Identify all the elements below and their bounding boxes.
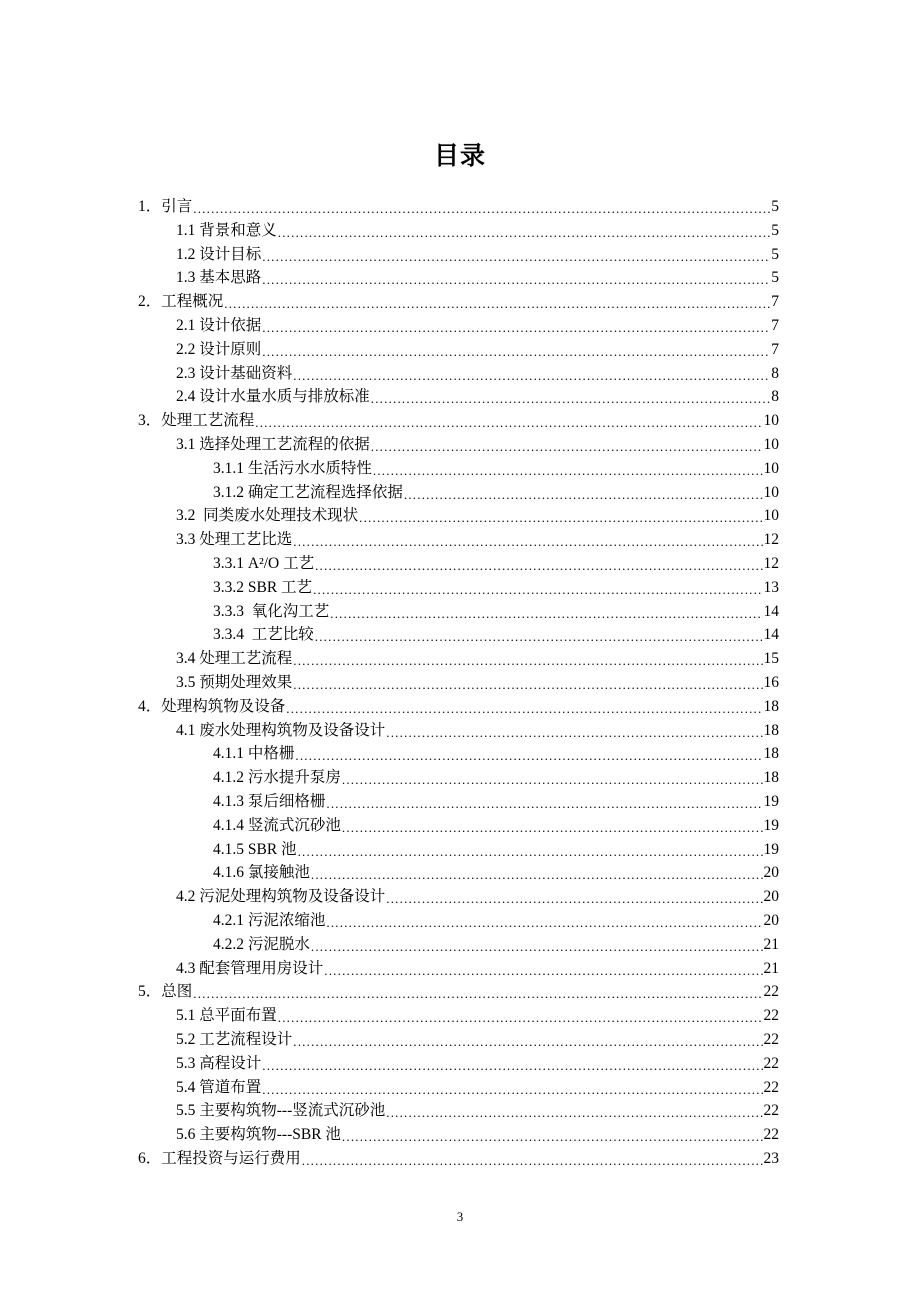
toc-entry[interactable] — [176, 241, 779, 265]
dot-leader — [342, 819, 763, 836]
toc-entry-title: 主要构筑物---SBR 池 — [199, 1126, 341, 1144]
dot-leader — [293, 676, 762, 693]
dot-leader — [293, 533, 762, 550]
toc-entry-title: 引言 — [161, 198, 193, 215]
toc-entry-number: 1.3 — [176, 269, 200, 287]
toc-entry-number: 3.3.1 — [213, 555, 248, 572]
toc-entry-title: SBR 工艺 — [247, 578, 313, 596]
toc-entry-number: 4.1.5 — [213, 840, 248, 858]
toc-entry[interactable] — [176, 717, 779, 741]
toc-entry-title: 总图 — [161, 983, 193, 1001]
toc-entry-number: 3.2 — [176, 507, 204, 525]
toc-entry[interactable] — [213, 574, 779, 598]
toc-entry-number: 2.4 — [176, 388, 200, 406]
toc-entry-number: 2.1 — [176, 317, 200, 334]
toc-entry-page: 18 — [763, 697, 779, 715]
toc-entry[interactable] — [176, 669, 779, 693]
toc-entry-page: 22 — [763, 1054, 779, 1072]
toc-entry-page: 18 — [763, 721, 779, 739]
toc-entry-page: 23 — [763, 1150, 779, 1167]
toc-entry-number: 1． — [138, 198, 162, 215]
toc-entry-title: 竖流式沉砂池 — [247, 816, 341, 834]
toc-entry-page: 14 — [763, 626, 779, 644]
toc-entry-title: 处理构筑物及设备 — [161, 697, 286, 715]
toc-entry-title: 背景和意义 — [199, 221, 277, 239]
toc-entry-title: 氯接触池 — [247, 864, 310, 882]
toc-entry-number: 4.1 — [176, 721, 200, 739]
toc-entry-title: 污泥脱水 — [247, 935, 310, 953]
toc-entry-title: 设计水量水质与排放标准 — [199, 388, 370, 406]
toc-entry-page: 13 — [763, 578, 779, 596]
toc-entry-number: 2． — [138, 293, 162, 311]
toc-entry[interactable] — [176, 1121, 779, 1145]
toc-entry-page: 7 — [771, 340, 779, 358]
dot-leader — [342, 771, 763, 788]
toc-entry-page: 12 — [763, 555, 779, 572]
toc-entry[interactable] — [176, 336, 779, 360]
toc-entry-number: 4.1.1 — [213, 745, 248, 763]
toc-entry[interactable] — [138, 407, 779, 431]
dot-leader — [311, 866, 763, 883]
toc-entry-title: A²/O 工艺 — [247, 555, 315, 572]
dot-leader — [315, 557, 762, 574]
toc-entry-page: 21 — [763, 935, 779, 953]
dot-leader — [326, 914, 762, 931]
dot-leader — [295, 747, 762, 764]
toc-entry-number: 3.3 — [176, 531, 200, 549]
toc-entry-page: 22 — [763, 983, 779, 1001]
toc-entry-number: 2.2 — [176, 340, 200, 358]
toc-entry-title: 中格栅 — [247, 745, 295, 763]
dot-leader — [262, 1081, 762, 1098]
toc-entry-number: 5.4 — [176, 1078, 200, 1096]
dot-leader — [293, 1033, 762, 1050]
toc-entry-number: 5.1 — [176, 1007, 200, 1025]
toc-entry[interactable] — [138, 978, 779, 1002]
toc-entry[interactable] — [213, 931, 779, 955]
toc-entry-number: 1.1 — [176, 221, 200, 239]
toc-entry-page: 5 — [771, 198, 779, 215]
toc-entry[interactable] — [176, 645, 779, 669]
toc-entry-number: 2.3 — [176, 364, 200, 382]
toc-entry[interactable] — [213, 836, 779, 860]
toc-entry-title: 配套管理用房设计 — [199, 959, 324, 977]
toc-entry-page: 10 — [763, 483, 779, 501]
toc-entry-number: 5.6 — [176, 1126, 200, 1144]
toc-entry-page: 10 — [763, 436, 779, 453]
dot-leader — [293, 652, 762, 669]
dot-leader — [255, 414, 762, 431]
toc-entry-number: 3.1.2 — [213, 483, 248, 501]
toc-entry-page: 10 — [763, 459, 779, 477]
toc-entry-number: 3． — [138, 412, 162, 430]
toc-entry-number: 4． — [138, 697, 162, 715]
dot-leader — [330, 605, 762, 622]
dot-leader — [315, 628, 763, 645]
dot-leader — [193, 985, 762, 1002]
toc-entry[interactable] — [176, 883, 779, 907]
toc-entry-page: 8 — [771, 388, 779, 406]
dot-leader — [262, 343, 770, 360]
toc-entry-title: 氧化沟工艺 — [251, 602, 330, 620]
toc-entry[interactable] — [213, 859, 779, 883]
dot-leader — [293, 367, 770, 384]
toc-entry-page: 15 — [763, 650, 779, 668]
toc-entry-page: 5 — [771, 269, 779, 287]
toc-entry[interactable] — [138, 1145, 779, 1169]
toc-entry[interactable] — [176, 217, 779, 241]
toc-entry-page: 7 — [771, 317, 779, 334]
toc-entry[interactable] — [138, 193, 779, 217]
toc-entry-number: 3.3.2 — [213, 578, 248, 596]
toc-entry[interactable] — [138, 693, 779, 717]
dot-leader — [404, 486, 763, 503]
toc-entry-page: 10 — [763, 412, 779, 430]
dot-leader — [224, 295, 770, 312]
dot-leader — [371, 438, 763, 455]
toc-entry[interactable] — [213, 788, 779, 812]
toc-entry[interactable] — [213, 550, 779, 574]
toc-entry[interactable] — [176, 955, 779, 979]
dot-leader — [193, 200, 770, 217]
dot-leader — [313, 581, 762, 598]
toc-entry-title: 污泥处理构筑物及设备设计 — [199, 888, 386, 906]
toc-entry-title: 同类废水处理技术现状 — [203, 507, 359, 525]
dot-leader — [262, 248, 770, 265]
toc-entry-number: 4.1.4 — [213, 816, 248, 834]
toc-entry[interactable] — [176, 360, 779, 384]
dot-leader — [262, 1057, 762, 1074]
toc-entry[interactable] — [213, 621, 779, 645]
toc-entry[interactable] — [213, 812, 779, 836]
toc-entry-number: 4.2.1 — [213, 912, 248, 929]
toc-entry[interactable] — [176, 431, 779, 455]
toc-entry-title: 泵后细格栅 — [247, 793, 326, 810]
toc-entry-number: 4.1.6 — [213, 864, 248, 882]
toc-entry[interactable] — [176, 1026, 779, 1050]
dot-leader — [286, 700, 762, 717]
dot-leader — [386, 890, 762, 907]
toc-entry[interactable] — [213, 479, 779, 503]
toc-entry-page: 12 — [763, 531, 779, 549]
toc-entry-title: 主要构筑物---竖流式沉砂池 — [199, 1102, 386, 1120]
toc-entry-page: 10 — [763, 507, 779, 525]
toc-entry-title: 高程设计 — [199, 1054, 262, 1072]
dot-leader — [386, 1104, 762, 1121]
toc-entry-title: 生活污水水质特性 — [247, 459, 372, 477]
dot-leader — [262, 271, 770, 288]
toc-entry-title: 工艺比较 — [251, 626, 314, 644]
toc-entry-title: 选择处理工艺流程的依据 — [199, 436, 370, 453]
toc-entry-title: 确定工艺流程选择依据 — [247, 483, 403, 501]
toc-entry-page: 20 — [763, 912, 779, 929]
toc-entry-number: 3.5 — [176, 674, 200, 691]
toc-entry-title: 废水处理构筑物及设备设计 — [199, 721, 386, 739]
toc-entry-page: 22 — [763, 1031, 779, 1048]
toc-entry-page: 21 — [763, 959, 779, 977]
toc-entry-page: 22 — [763, 1126, 779, 1144]
toc-entry[interactable] — [213, 907, 779, 931]
toc-entry[interactable] — [176, 312, 779, 336]
toc-entry-number: 4.2 — [176, 888, 200, 906]
toc-entry-page: 20 — [763, 888, 779, 906]
toc-entry[interactable] — [138, 288, 779, 312]
toc-entry[interactable] — [213, 764, 779, 788]
toc-entry-number: 4.3 — [176, 959, 200, 977]
toc-entry-number: 3.1.1 — [213, 459, 248, 477]
toc-entry-page: 5 — [771, 221, 779, 239]
dot-leader — [302, 1152, 763, 1169]
toc-entry[interactable] — [176, 1074, 779, 1098]
toc-entry-number: 4.1.2 — [213, 769, 248, 787]
toc-entry-number: 5.5 — [176, 1102, 200, 1120]
page-number: 3 — [456, 1209, 464, 1224]
toc-entry-page: 7 — [771, 293, 779, 311]
toc-entry-page: 5 — [771, 245, 779, 263]
toc-entry-page: 22 — [763, 1102, 779, 1120]
toc-entry-page: 16 — [763, 674, 779, 691]
dot-leader — [324, 962, 762, 979]
toc-entry-title: 工程投资与运行费用 — [161, 1150, 301, 1167]
toc-entry-number: 3.3.4 — [213, 626, 252, 644]
toc-entry-page: 19 — [763, 816, 779, 834]
toc-entry-number: 5.3 — [176, 1054, 200, 1072]
dot-leader — [342, 1128, 763, 1145]
toc-entry-page: 19 — [763, 840, 779, 858]
toc-entry-number: 3.3.3 — [213, 602, 252, 620]
toc-entry-number: 6． — [138, 1150, 162, 1167]
toc-entry[interactable] — [176, 264, 779, 288]
toc-entry-title: 设计目标 — [199, 245, 262, 263]
dot-leader — [373, 462, 763, 479]
toc-entry-page: 8 — [771, 364, 779, 382]
dot-leader — [278, 1009, 763, 1026]
toc-entry-title: 基本思路 — [199, 269, 262, 287]
dot-leader — [311, 938, 763, 955]
toc-entry-number: 3.1 — [176, 436, 200, 453]
dot-leader — [298, 843, 763, 860]
toc-entry-title: 设计依据 — [199, 317, 262, 334]
page-title: 目录 — [433, 141, 486, 170]
toc-entry[interactable] — [213, 455, 779, 479]
toc-entry[interactable] — [176, 1002, 779, 1026]
toc-entry-number: 4.1.3 — [213, 793, 248, 810]
toc-entry-number: 4.2.2 — [213, 935, 248, 953]
toc-entry[interactable] — [176, 526, 779, 550]
toc-entry[interactable] — [213, 740, 779, 764]
toc-entry[interactable] — [213, 598, 779, 622]
toc-entry-page: 22 — [763, 1078, 779, 1096]
toc-entry-title: 工艺流程设计 — [199, 1031, 293, 1048]
toc-entry-page: 22 — [763, 1007, 779, 1025]
toc-entry-number: 1.2 — [176, 245, 200, 263]
toc-entry[interactable] — [176, 1050, 779, 1074]
dot-leader — [262, 319, 770, 336]
toc-entry[interactable] — [176, 1097, 779, 1121]
toc-entry-number: 5． — [138, 983, 162, 1001]
toc-entry-page: 19 — [763, 793, 779, 810]
dot-leader — [326, 795, 762, 812]
toc-entry[interactable] — [176, 383, 779, 407]
toc-entry-page: 14 — [763, 602, 779, 620]
toc-entry-title: 污泥浓缩池 — [247, 912, 326, 929]
toc-entry-title: SBR 池 — [247, 840, 297, 858]
toc-entry-title: 管道布置 — [199, 1078, 262, 1096]
dot-leader — [359, 509, 762, 526]
toc-entry-title: 污水提升泵房 — [247, 769, 341, 787]
dot-leader — [386, 724, 762, 741]
dot-leader — [371, 390, 770, 407]
toc-entry-title: 处理工艺流程 — [161, 412, 255, 430]
toc-entry-page: 18 — [763, 745, 779, 763]
toc-entry-title: 处理工艺比选 — [199, 531, 293, 549]
dot-leader — [278, 224, 770, 241]
toc-entry-number: 5.2 — [176, 1031, 200, 1048]
toc-entry-page: 18 — [763, 769, 779, 787]
toc-entry-title: 设计基础资料 — [199, 364, 293, 382]
toc-entry-number: 3.4 — [176, 650, 200, 668]
toc-entry-page: 20 — [763, 864, 779, 882]
toc-entry-title: 总平面布置 — [199, 1007, 277, 1025]
toc-entry-title: 预期处理效果 — [199, 674, 293, 691]
toc-entry-title: 处理工艺流程 — [199, 650, 293, 668]
toc-entry-title: 设计原则 — [199, 340, 262, 358]
toc-entry-title: 工程概况 — [161, 293, 224, 311]
toc-entry[interactable] — [176, 502, 779, 526]
